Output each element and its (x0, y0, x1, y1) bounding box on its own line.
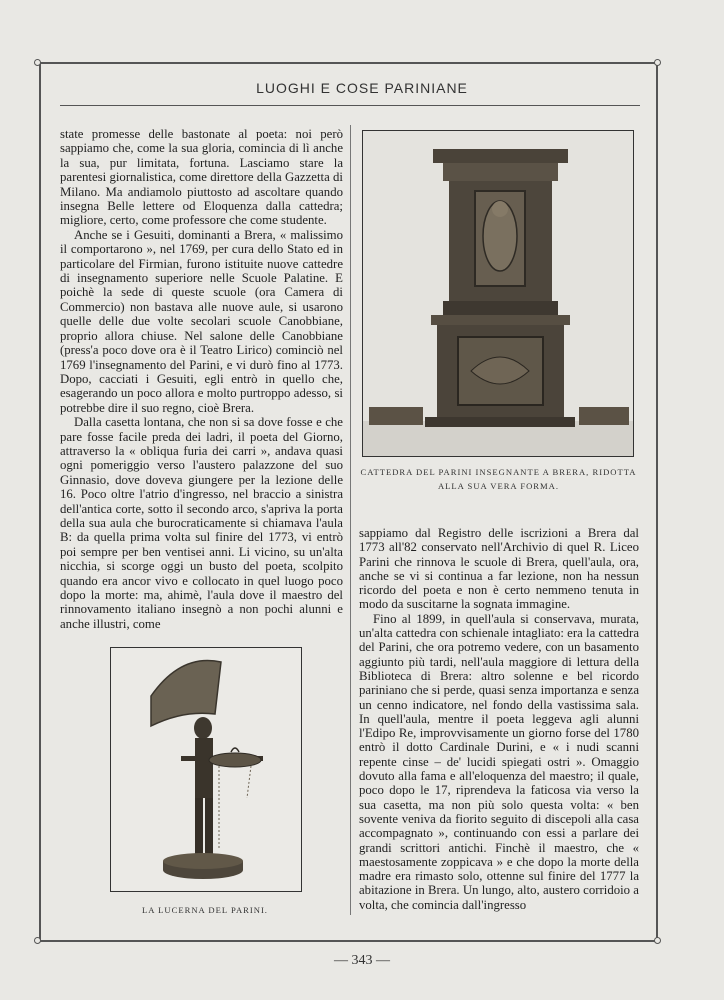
right-paragraph-1: sappiamo dal Registro delle iscrizioni a Brera dal 1773 all'82 conservato nell'Archivio di quel R. Liceo Parini che rinnova le scuole di Brera, quell'aula, ora, anche se vi si continua a far lezione, non ha nessun ricordo del poeta e non è certo nemmeno tenuta in modo da suscitarne la sognata immagine. (359, 526, 639, 612)
corner-ornament-top-right (654, 59, 661, 66)
cattedra-photo (362, 130, 634, 457)
cattedra-caption: CATTEDRA DEL PARINI INSEGNANTE A BRERA, RIDOTTA ALLA SUA VERA FORMA. (360, 467, 637, 491)
lucerna-illustration (111, 648, 301, 891)
right-paragraph-2: Fino al 1899, in quell'aula si conservava, murata, un'alta cattedra con schienale intagliato: era la cattedra del Parini, che ora potremo vedere, con un basamento aggiunto più tardi, nell'aula maggiore di lettura della Biblioteca di Brera: altro solenne e bel ricordo pariniano che si perde, quasi senza importanza e senza un cenno indicatore, nel fondo della vastissima sala. In quell'aula, mentre il poeta leggeva agli alunni l'Edipo Re, improvvisamente un giorno forse del 1780 entrò il dotto Cardinale Durini, e « i nudi scanni repente cinse – de' lucidi spiegati ostri ». Omaggio dovuto alla fama e all'eloquenza del maestro; il quale, poco dopo le 17, riprendeva la faticosa via verso la sua casetta, ma non più solo questa volta: « ben sovente veniva da fiorito seguito di discepoli alla casa accompagnato », continuando con essi a parlare dei grandi scrittori antichi. Finchè il maestro, che « maestosamente zoppicava » e che dopo la morte della madre era rimasto solo, ottenne sul finire del 1777 la abitazione in Brera. Un lungo, alto, austero corridoio a volta, che comincia dall'ingresso (359, 611, 639, 912)
lucerna-photo (110, 647, 302, 892)
left-paragraph-3: Dalla casetta lontana, che non si sa dove fosse e che pare fosse facile preda dei ladri, il poeta del Giorno, attraverso la « obliqua furia dei carri », andava quasi ogni pomeriggio verso l'austero palazzone del suo Ginnasio, dove doveva giungere per la lezione delle 16. Poco oltre l'atrio d'ingresso, nel braccio a sinistra dell'antica corte, sotto il secondo arco, s'apriva la porta della sua aula che burocraticamente si chiamava l'aula B: da quella prima volta sul finire del 1773, vi entrò poi sempre per ben ventisei anni. Li vicino, su un'alta nicchia, si scorge oggi un busto del poeta, scolpito quando era ancor vivo e collocato in quel luogo poco dopo la morte: ma, ahimè, l'aula dove il maestro del rinnovamento italiano insegnò a non pochi alunni e anche illustri, come (60, 415, 343, 631)
running-header: LUOGHI E COSE PARINIANE (256, 80, 468, 96)
left-paragraph-2: Anche se i Gesuiti, dominanti a Brera, « malissimo il comportarono », nel 1769, per cura dello Stato ed in particolare del Firmian, furono istituite nuove cattedre di insegnamento superiore nelle Scuole Palatine. E poichè la sede di queste scuole (ora Camera di Commercio) non bastava alle nuove aule, si usarono quelle delle due volte secolari scuole Canobbiane, proprio allora chiuse. Nel salone delle Canobbiane (press'a poco dove ora è il Teatro Lirico) cominciò nel 1769 l'insegnamento del Parini, e vi durò fino al 1773. Dopo, cacciati i Gesuiti, egli entrò in quello che, esagerando un poco allora e molto purtroppo adesso, si potrebbe dire il suo regno, cioè Brera. (60, 227, 343, 415)
page-number: — 343 — (334, 953, 390, 968)
frame-top-line (38, 62, 658, 64)
corner-ornament-bottom-right (654, 937, 661, 944)
right-column (359, 526, 639, 912)
left-column (60, 127, 343, 631)
frame-bottom-line (38, 940, 658, 942)
column-divider (350, 125, 351, 915)
corner-ornament-top-left (34, 59, 41, 66)
frame-right-line (656, 62, 658, 942)
corner-ornament-bottom-left (34, 937, 41, 944)
lucerna-caption: LA LUCERNA DEL PARINI. (142, 905, 268, 915)
left-paragraph-1: state promesse delle bastonate al poeta: noi però sappiamo che, come la sua gloria, comincia di lì anche la sua, pur limitata, fortuna. Lasciamo stare la parentesi giornalistica, come direttore della Gazzetta di Milano. Ma andiamolo piuttosto ad ascoltare quando insegna Belle lettere od Eloquenza dalla cattedra; migliore, certo, come professore che come studente. (60, 127, 343, 228)
header-rule (60, 105, 640, 106)
frame-left-line (39, 62, 41, 942)
cattedra-illustration (363, 131, 633, 456)
